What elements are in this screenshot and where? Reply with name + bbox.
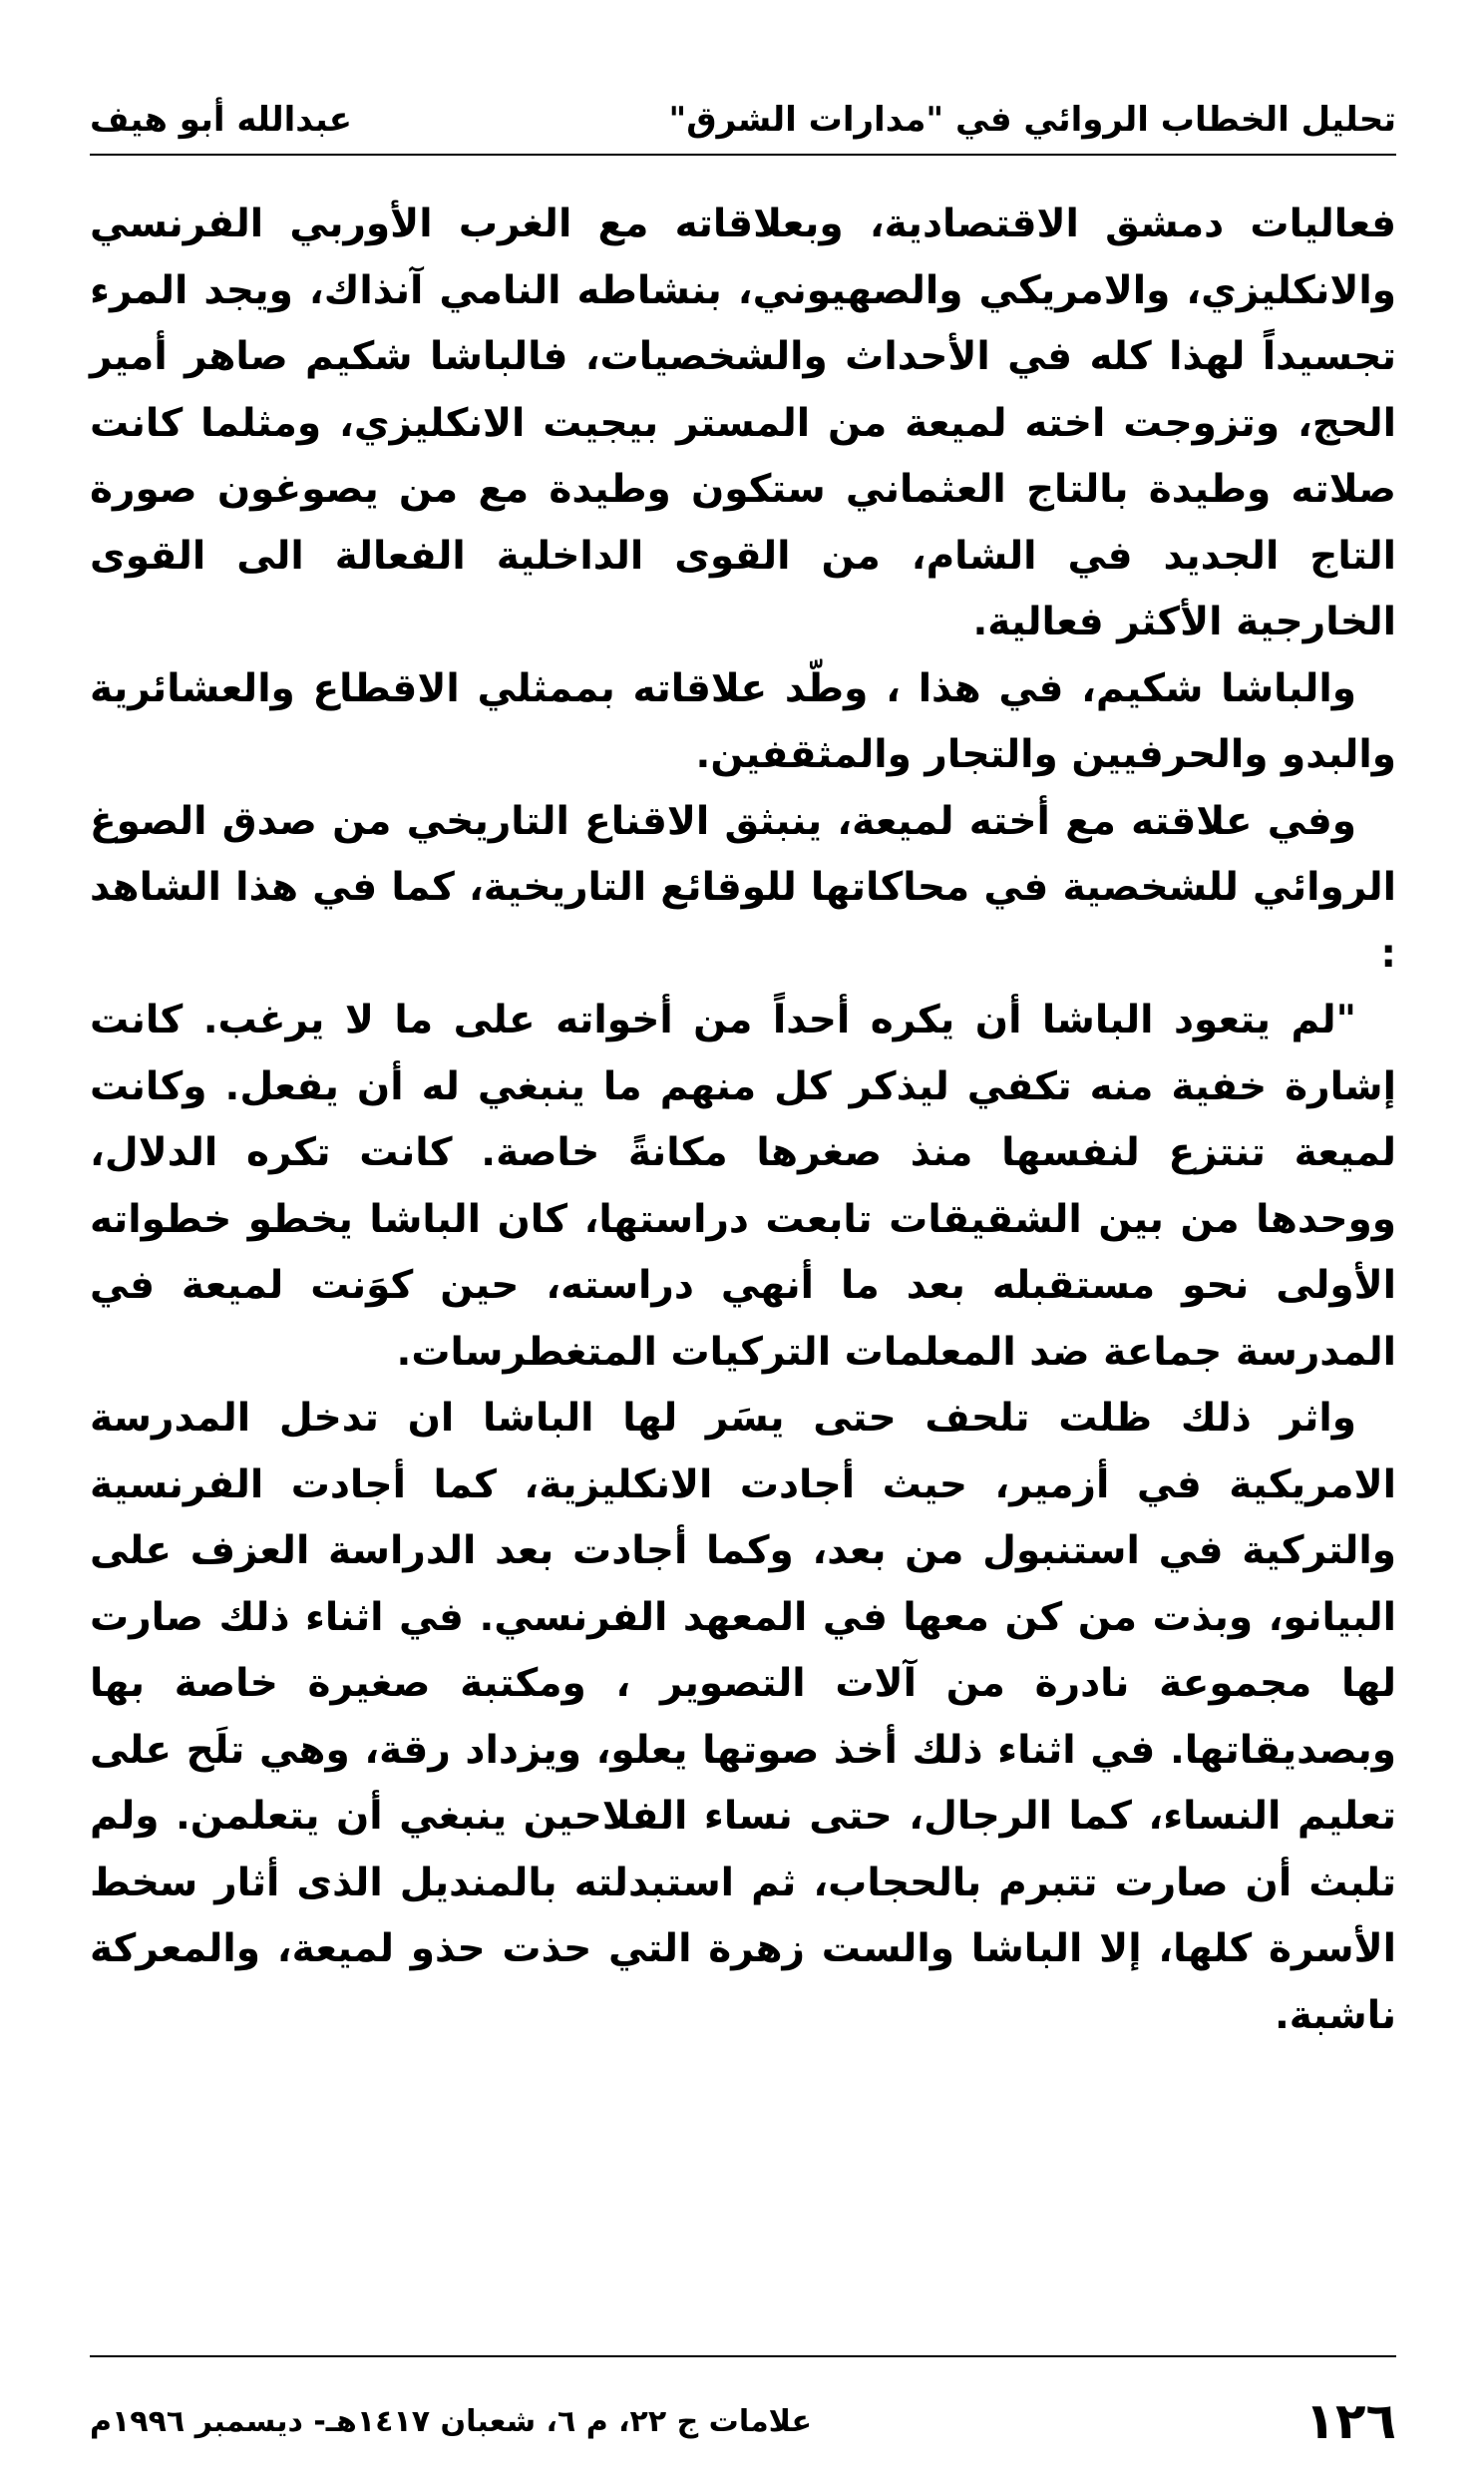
header-title: تحليل الخطاب الروائي في "مدارات الشرق" [668, 100, 1396, 140]
header-divider [90, 154, 1396, 156]
page-number: ١٢٦ [1304, 2392, 1396, 2450]
journal-citation: علامات ج ٢٢، م ٦، شعبان ١٤١٧هـ- ديسمبر ١٩٩٦م [90, 2403, 812, 2439]
quoted-passage: "لم يتعود الباشا أن يكره أحداً من أخواته على ما لا يرغب. كانت إشارة خفية منه تكفي ليذكر كل منهم ما ينبغي له أن يفعل. وكانت لميعة تنتزع لنفسها منذ صغرها مكانةً خاصة. كانت تكره الدلال، ووحدها من بين الشقيقات تابعت دراستها، كان الباشا يخطو خطواته الأولى نحو مستقبله بعد ما أنهي دراسته، حين كوَنت لميعة في المدرسة جماعة ضد المعلمات التركيات المتغطرسات. [90, 998, 1396, 1375]
paragraph: والباشا شكيم، في هذا ، وطّد علاقاته بممثلي الاقطاع والعشائرية والبدو والحرفيين والتجار والمثقفين. [90, 665, 1396, 777]
header-author: عبدالله أبو هيف [90, 100, 353, 140]
running-header [90, 88, 1396, 152]
paragraph: وفي علاقته مع أخته لميعة، ينبثق الاقناع التاريخي من صدق الصوغ الروائي للشخصية في محاكاتها للوقائع التاريخية، كما في هذا الشاهد : [90, 798, 1396, 977]
page-footer [90, 2386, 1396, 2456]
paragraph: فعاليات دمشق الاقتصادية، وبعلاقاته مع الغرب الأوربي الفرنسي والانكليزي، والامريكي والصهيوني، بنشاطه النامي آنذاك، ويجد المرء تجسيداً لهذا كله في الأحداث والشخصيات، فالباشا شكيم صاهر أمير الحج، وتزوجت اخته لميعة من المستر بيجيت الانكليزي، ومثلما كانت صلاته وطيدة بالتاج العثماني ستكون وطيدة مع من يصوغون صورة التاج الجديد في الشام، من القوى الداخلية الفعالة الى القوى الخارجية الأكثر فعالية. [90, 202, 1396, 644]
paragraph: واثر ذلك ظلت تلحف حتى يسَر لها الباشا ان تدخل المدرسة الامريكية في أزمير، حيث أجادت الانكليزية، كما أجادت الفرنسية والتركية في استنبول من بعد، وكما أجادت بعد الدراسة العزف على البيانو، وبذت من كن معها في المعهد الفرنسي. في اثناء ذلك صارت لها مجموعة نادرة من آلات التصوير ، ومكتبة صغيرة خاصة بها وبصديقاتها. في اثناء ذلك أخذ صوتها يعلو، ويزداد رقة، وهي تلَح على تعليم النساء، كما الرجال، حتى نساء الفلاحين ينبغي أن يتعلمن. ولم تلبث أن صارت تتبرم بالحجاب، ثم استبدلته بالمنديل الذى أثار سخط الأسرة كلها، إلا الباشا والست زهرة التي حذت حذو لميعة، والمعركة ناشبة. [90, 1396, 1396, 2038]
body-text [90, 192, 1396, 2049]
footer-divider [90, 2355, 1396, 2357]
